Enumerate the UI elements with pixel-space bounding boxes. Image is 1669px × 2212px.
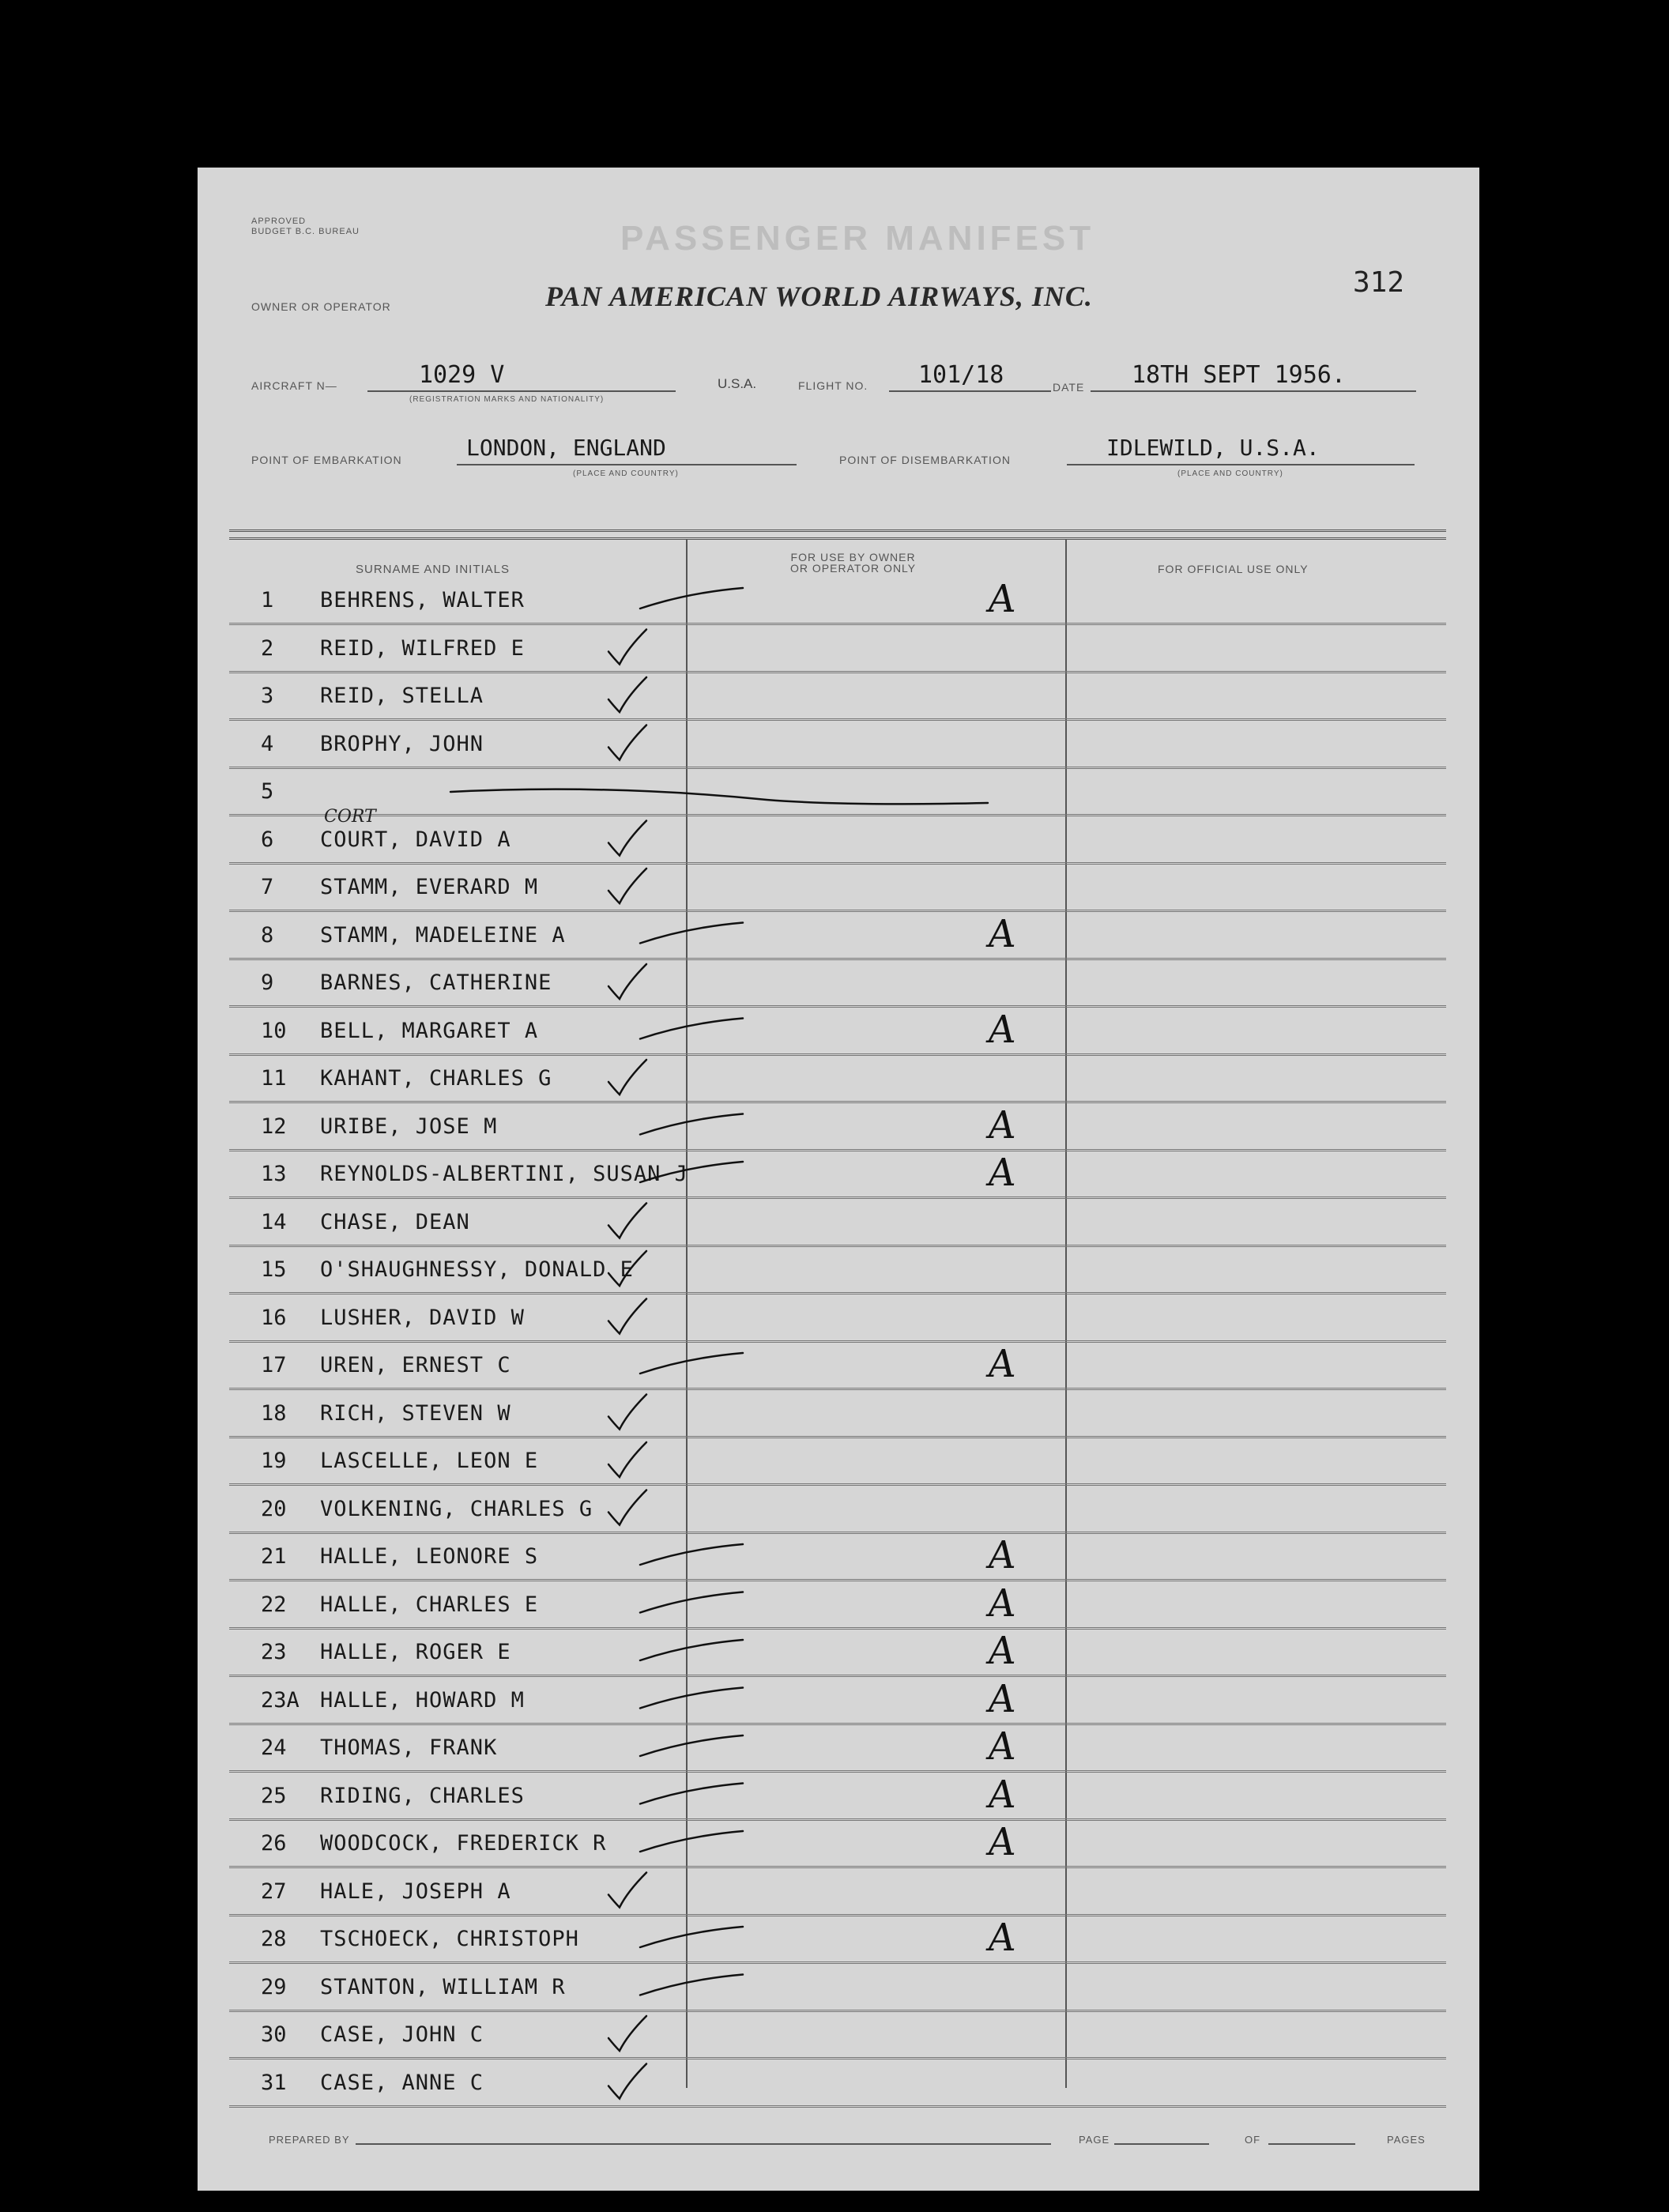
operator-name: PAN AMERICAN WORLD AIRWAYS, INC. <box>545 281 1093 312</box>
row-number: 23 <box>261 1640 287 1664</box>
row-number: 8 <box>261 922 274 948</box>
row-number: 15 <box>261 1257 287 1282</box>
arrival-mark: A <box>985 1581 1019 1626</box>
pen-stroke <box>640 1927 743 1947</box>
of-underline <box>1268 2143 1355 2145</box>
flight-label: FLIGHT NO. <box>798 379 868 392</box>
embarkation-caption: (PLACE AND COUNTRY) <box>573 469 679 478</box>
check-mark <box>608 677 646 712</box>
passenger-name: VOLKENING, CHARLES G <box>320 1496 593 1521</box>
pen-stroke <box>640 1592 743 1613</box>
pen-stroke <box>640 1975 743 1995</box>
check-mark <box>608 1060 646 1095</box>
arrival-mark: A <box>985 1676 1019 1721</box>
row-number: 1 <box>261 588 274 612</box>
check-mark <box>608 1251 646 1286</box>
manifest-page <box>198 168 1479 2191</box>
passenger-name: HALLE, HOWARD M <box>320 1687 525 1713</box>
pen-stroke <box>640 1831 743 1852</box>
row-number: 16 <box>261 1305 287 1330</box>
row-number: 2 <box>261 635 274 661</box>
passenger-name: HALLE, CHARLES E <box>320 1592 539 1617</box>
passenger-name: RICH, STEVEN W <box>320 1400 511 1426</box>
arrival-mark: A <box>985 1102 1019 1147</box>
prepared-by-label: PREPARED BY <box>269 2134 350 2146</box>
row-number: 5 <box>261 779 274 804</box>
passenger-name: LUSHER, DAVID W <box>320 1305 525 1330</box>
row-number: 26 <box>261 1831 287 1856</box>
arrival-mark: A <box>985 1916 1019 1960</box>
form-title: PASSENGER MANIFEST <box>620 219 1095 258</box>
row-number: 6 <box>261 827 274 852</box>
handwritten-marks <box>198 168 1479 2191</box>
passenger-name: STAMM, MADELEINE A <box>320 922 566 948</box>
pen-stroke <box>640 1162 743 1182</box>
column-header-official: FOR OFFICIAL USE ONLY <box>1158 563 1309 575</box>
arrival-mark: A <box>985 1820 1019 1864</box>
check-mark <box>608 964 646 999</box>
passenger-name: REID, STELLA <box>320 684 484 708</box>
row-number: 29 <box>261 1974 287 1999</box>
row-number: 31 <box>261 2070 287 2095</box>
disembarkation-place: IDLEWILD, U.S.A. <box>1106 435 1320 461</box>
passenger-name: BROPHY, JOHN <box>320 731 484 756</box>
row-number: 4 <box>261 731 274 756</box>
passenger-name: BEHRENS, WALTER <box>320 588 525 612</box>
passenger-name: O'SHAUGHNESSY, DONALD E <box>320 1257 634 1282</box>
row-number: 10 <box>261 1018 287 1043</box>
pen-stroke <box>640 923 743 944</box>
prepared-by-underline <box>356 2143 1051 2145</box>
row-number: 18 <box>261 1400 287 1426</box>
check-mark <box>608 1873 646 1908</box>
row-number: 19 <box>261 1449 287 1473</box>
handwritten-correction: CORT <box>324 806 376 827</box>
arrival-mark: A <box>985 1342 1019 1386</box>
arrival-mark: A <box>985 1151 1019 1195</box>
pen-stroke <box>640 1114 743 1135</box>
pen-stroke <box>640 1688 743 1709</box>
arrival-mark: A <box>985 1533 1019 1577</box>
row-number: 3 <box>261 684 274 708</box>
disembarkation-caption: (PLACE AND COUNTRY) <box>1177 469 1283 478</box>
check-mark <box>608 821 646 856</box>
row-number: 22 <box>261 1592 287 1617</box>
row-number: 11 <box>261 1066 287 1091</box>
aircraft-caption: (REGISTRATION MARKS AND NATIONALITY) <box>409 395 605 404</box>
passenger-name: LASCELLE, LEON E <box>320 1449 539 1473</box>
check-mark <box>608 630 646 665</box>
row-number: 24 <box>261 1735 287 1760</box>
row-number: 28 <box>261 1927 287 1951</box>
passenger-name: HALLE, LEONORE S <box>320 1544 539 1569</box>
passenger-name: CASE, JOHN C <box>320 2022 484 2047</box>
passenger-name: THOMAS, FRANK <box>320 1735 498 1760</box>
pen-stroke <box>640 1544 743 1565</box>
row-number: 13 <box>261 1162 287 1186</box>
arrival-mark: A <box>985 1724 1019 1769</box>
strike-line <box>450 789 988 805</box>
pen-stroke <box>640 1735 743 1756</box>
passenger-name: CASE, ANNE C <box>320 2070 484 2095</box>
check-mark <box>608 1490 646 1525</box>
row-number: 9 <box>261 970 274 995</box>
page-number: 312 <box>1353 266 1405 299</box>
row-number: 20 <box>261 1496 287 1521</box>
aircraft-registration: 1029 V <box>419 361 505 389</box>
embarkation-label: POINT OF EMBARKATION <box>251 454 402 466</box>
pen-stroke <box>640 1784 743 1804</box>
row-number: 12 <box>261 1114 287 1139</box>
passenger-name: CHASE, DEAN <box>320 1209 470 1234</box>
check-mark <box>608 1299 646 1334</box>
passenger-name: HALE, JOSEPH A <box>320 1879 511 1904</box>
row-number: 27 <box>261 1879 287 1904</box>
row-number: 30 <box>261 2022 287 2047</box>
check-mark <box>608 2064 646 2099</box>
arrival-mark: A <box>985 1772 1019 1817</box>
passenger-name: REID, WILFRED E <box>320 635 525 661</box>
passenger-name: HALLE, ROGER E <box>320 1640 511 1664</box>
passenger-name: UREN, ERNEST C <box>320 1353 511 1377</box>
passenger-name: STAMM, EVERARD M <box>320 875 539 899</box>
pen-stroke <box>640 1640 743 1660</box>
check-mark <box>608 1204 646 1238</box>
date-label: DATE <box>1053 381 1085 394</box>
flight-date: 18TH SEPT 1956. <box>1132 361 1346 389</box>
check-mark <box>608 725 646 760</box>
check-mark <box>608 1442 646 1477</box>
passenger-name: BARNES, CATHERINE <box>320 970 552 995</box>
of-label: OF <box>1245 2134 1261 2146</box>
aircraft-label: AIRCRAFT N— <box>251 379 337 392</box>
check-mark <box>608 1395 646 1430</box>
passenger-name: COURT, DAVID A <box>320 827 511 852</box>
row-number: 23A <box>261 1687 300 1713</box>
column-header-name: SURNAME AND INITIALS <box>356 563 510 576</box>
row-number: 17 <box>261 1353 287 1377</box>
page-label: PAGE <box>1079 2134 1110 2146</box>
approval-stamp: APPROVED BUDGET B.C. BUREAU <box>251 217 360 236</box>
passenger-name: KAHANT, CHARLES G <box>320 1066 552 1091</box>
pen-stroke <box>640 1019 743 1039</box>
row-number: 14 <box>261 1209 287 1234</box>
passenger-name: TSCHOECK, CHRISTOPH <box>320 1927 579 1951</box>
nationality: U.S.A. <box>718 376 757 391</box>
pen-stroke <box>640 1353 743 1374</box>
passenger-name: RIDING, CHARLES <box>320 1783 525 1808</box>
arrival-mark: A <box>985 577 1019 621</box>
pages-label: PAGES <box>1387 2134 1426 2146</box>
owner-label: OWNER OR OPERATOR <box>251 300 391 313</box>
passenger-name: BELL, MARGARET A <box>320 1018 539 1043</box>
column-header-owner: FOR USE BY OWNER OR OPERATOR ONLY <box>790 551 917 575</box>
passenger-name: URIBE, JOSE M <box>320 1114 498 1139</box>
arrival-mark: A <box>985 1007 1019 1052</box>
passenger-name: WOODCOCK, FREDERICK R <box>320 1831 607 1856</box>
passenger-name: STANTON, WILLIAM R <box>320 1974 566 1999</box>
arrival-mark: A <box>985 1629 1019 1673</box>
embarkation-place: LONDON, ENGLAND <box>466 435 666 461</box>
disembarkation-label: POINT OF DISEMBARKATION <box>839 454 1011 466</box>
passenger-name: REYNOLDS-ALBERTINI, SUSAN J <box>320 1162 688 1186</box>
pen-stroke <box>640 588 743 609</box>
check-mark <box>608 2016 646 2051</box>
row-number: 21 <box>261 1544 287 1569</box>
arrival-mark: A <box>985 911 1019 956</box>
check-mark <box>608 869 646 903</box>
page-underline <box>1114 2143 1209 2145</box>
flight-number: 101/18 <box>918 361 1004 389</box>
row-number: 25 <box>261 1783 287 1808</box>
row-number: 7 <box>261 875 274 899</box>
